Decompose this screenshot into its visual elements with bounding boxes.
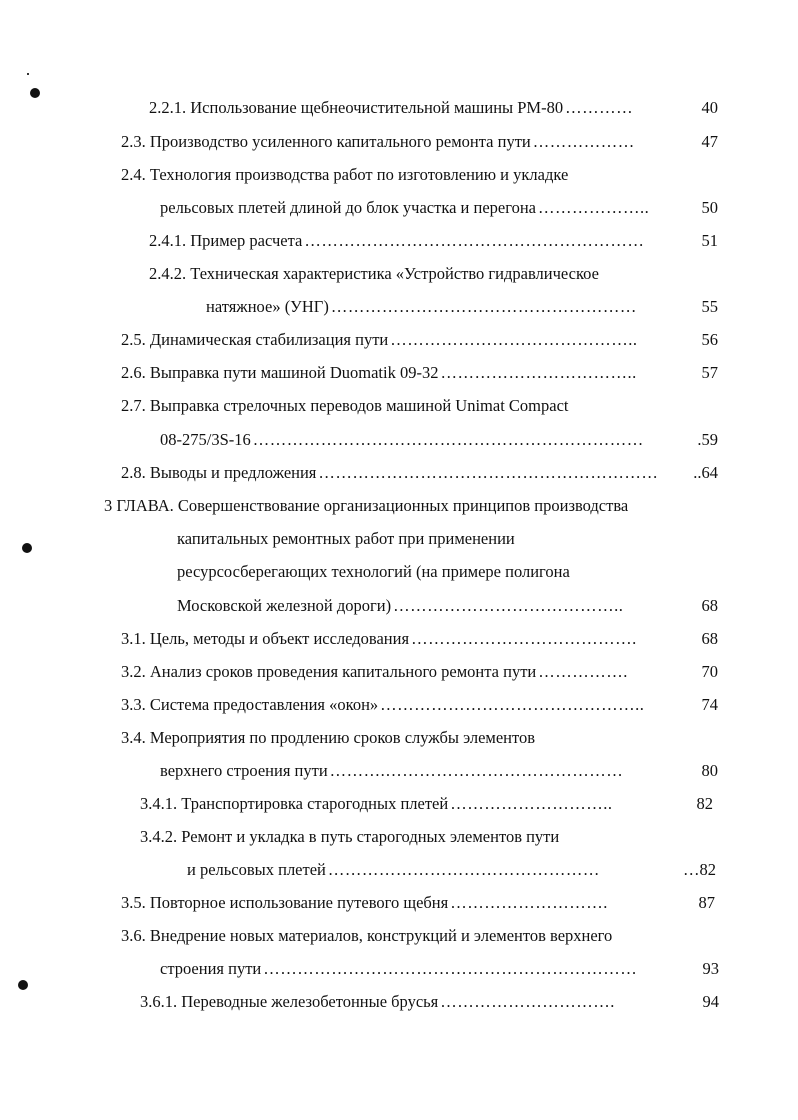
toc-entry	[0, 96, 798, 120]
toc-entry-title: 2.4. Технология производства работ по изготовлению и укладке	[121, 165, 569, 184]
toc-entry	[0, 527, 798, 551]
toc-entry-title: 3.2. Анализ сроков проведения капитального ремонта пути	[121, 662, 537, 681]
toc-entry-leader: …………………………………………………………	[263, 959, 638, 978]
toc-entry-title: 3.5. Повторное использование путевого щебня	[121, 893, 449, 912]
toc-entry-leader: ……………………………………………………	[304, 231, 645, 250]
binder-hole-mark	[18, 980, 28, 990]
toc-entry	[0, 759, 798, 783]
toc-entry-page: 68	[701, 629, 718, 648]
toc-entry-page: .59	[697, 430, 718, 449]
toc-entry-title: 3.4. Мероприятия по продлению сроков службы элементов	[121, 728, 536, 747]
toc-entry	[0, 295, 798, 319]
toc-entry-leader: …………	[565, 98, 634, 117]
toc-entry-page: 68	[701, 596, 718, 615]
toc-entry-leader: …………………………………………	[327, 860, 600, 879]
toc-entry-title: натяжное» (УНГ)	[206, 297, 329, 316]
toc-entry-leader: ……………………….	[450, 893, 608, 912]
toc-entry-title: 2.6. Выправка пути машиной Duomatik 09-32	[121, 363, 439, 382]
toc-entry-page: 50	[701, 198, 718, 217]
toc-entry-leader: ………………………………….	[411, 629, 637, 648]
toc-entry-leader: …………….	[538, 662, 628, 681]
toc-entry-leader: ……………………………..	[440, 363, 637, 382]
toc-entry-title: строения пути	[160, 959, 262, 978]
toc-entry-title: 3.4.2. Ремонт и укладка в путь старогодных элементов пути	[140, 827, 560, 846]
toc-entry	[0, 627, 798, 651]
toc-entry-page: 47	[701, 132, 718, 151]
toc-entry-title: 2.4.1. Пример расчета	[149, 231, 303, 250]
toc-entry	[0, 792, 798, 816]
toc-entry-leader: ……………………………………..	[390, 330, 638, 349]
toc-entry-leader: ………………..	[537, 198, 650, 217]
toc-entry-page: 56	[701, 330, 718, 349]
toc-entry-title: 3.4.1. Транспортировка старогодных плетей	[140, 794, 449, 813]
toc-entry-page: 57	[701, 363, 718, 382]
toc-entry	[0, 130, 798, 154]
toc-entry-page: 74	[701, 695, 718, 714]
toc-entry-page: 82	[696, 794, 713, 813]
toc-entry-title: 2.5. Динамическая стабилизация пути	[121, 330, 389, 349]
toc-entry	[0, 428, 798, 452]
toc-entry-title: 2.8. Выводы и предложения	[121, 463, 317, 482]
toc-entry-page: 55	[701, 297, 718, 316]
toc-entry	[0, 858, 798, 882]
toc-entry-title: 3.6.1. Переводные железобетонные брусья	[140, 992, 439, 1011]
toc-entry	[0, 990, 798, 1014]
toc-entry	[0, 560, 798, 584]
toc-entry-page: ..64	[693, 463, 718, 482]
toc-entry-title: 3.6. Внедрение новых материалов, конструкций и элементов верхнего	[121, 926, 613, 945]
toc-entry-leader: ………………………………………………	[330, 297, 637, 316]
toc-entry	[0, 726, 798, 750]
toc-entry-title: 3.1. Цель, методы и объект исследования	[121, 629, 410, 648]
toc-entry	[0, 328, 798, 352]
toc-entry-title: 2.4.2. Техническая характеристика «Устройство гидравлическое	[149, 264, 599, 283]
toc-entry-title: 2.7. Выправка стрелочных переводов машиной Unimat Compact	[121, 396, 569, 415]
toc-entry-leader: ………………	[532, 132, 635, 151]
toc-entry-page: 93	[702, 959, 719, 978]
toc-entry-title: и рельсовых плетей	[187, 860, 326, 879]
toc-entry-title: рельсовых плетей длиной до блок участка и перегона	[160, 198, 536, 217]
toc-entry-leader: ……………………………………………………………	[252, 430, 644, 449]
toc-entry-leader: ………………………….	[440, 992, 615, 1011]
toc-entry	[0, 461, 798, 485]
toc-entry-page: 94	[702, 992, 719, 1011]
toc-entry-page: 87	[698, 893, 715, 912]
toc-entry-page: 70	[701, 662, 718, 681]
toc-entry	[0, 693, 798, 717]
toc-entry-title: капитальных ремонтных работ при применении	[177, 529, 515, 548]
toc-entry	[0, 825, 798, 849]
toc-entry	[0, 594, 798, 618]
toc-entry-leader: …………………………………..	[393, 596, 624, 615]
toc-entry-page: 80	[701, 761, 718, 780]
toc-entry-title: 2.3. Производство усиленного капитального ремонта пути	[121, 132, 531, 151]
toc-entry-page: 51	[701, 231, 718, 250]
toc-entry-title: 3 ГЛАВА. Совершенствование организационных принципов производства	[104, 496, 629, 515]
toc-entry-leader: ………………………………………..	[380, 695, 645, 714]
toc-entry-title: верхнего строения пути	[160, 761, 328, 780]
toc-entry-leader: ……….……………………………………	[329, 761, 624, 780]
toc-entry-leader: ……………………………………………………	[318, 463, 659, 482]
toc-entry	[0, 660, 798, 684]
toc-entry-title: 08-275/3S-16	[160, 430, 251, 449]
toc-entry	[0, 229, 798, 253]
toc-entry-page: …82	[683, 860, 716, 879]
toc-entry-title: 2.2.1. Использование щебнеочистительной машины РМ-80	[149, 98, 564, 117]
toc-entry	[0, 494, 798, 518]
scan-speck	[27, 73, 29, 75]
toc-entry	[0, 924, 798, 948]
toc-entry-page: 40	[701, 98, 718, 117]
toc-entry	[0, 163, 798, 187]
toc-entry	[0, 262, 798, 286]
toc-entry-title: Московской железной дороги)	[177, 596, 392, 615]
toc-entry-title: 3.3. Система предоставления «окон»	[121, 695, 379, 714]
toc-entry	[0, 891, 798, 915]
toc-entry-title: ресурсосберегающих технологий (на примере полигона	[177, 562, 570, 581]
toc-entry	[0, 394, 798, 418]
toc-entry-leader: ………………………..	[450, 794, 613, 813]
toc-entry	[0, 196, 798, 220]
toc-entry	[0, 957, 798, 981]
toc-entry	[0, 361, 798, 385]
